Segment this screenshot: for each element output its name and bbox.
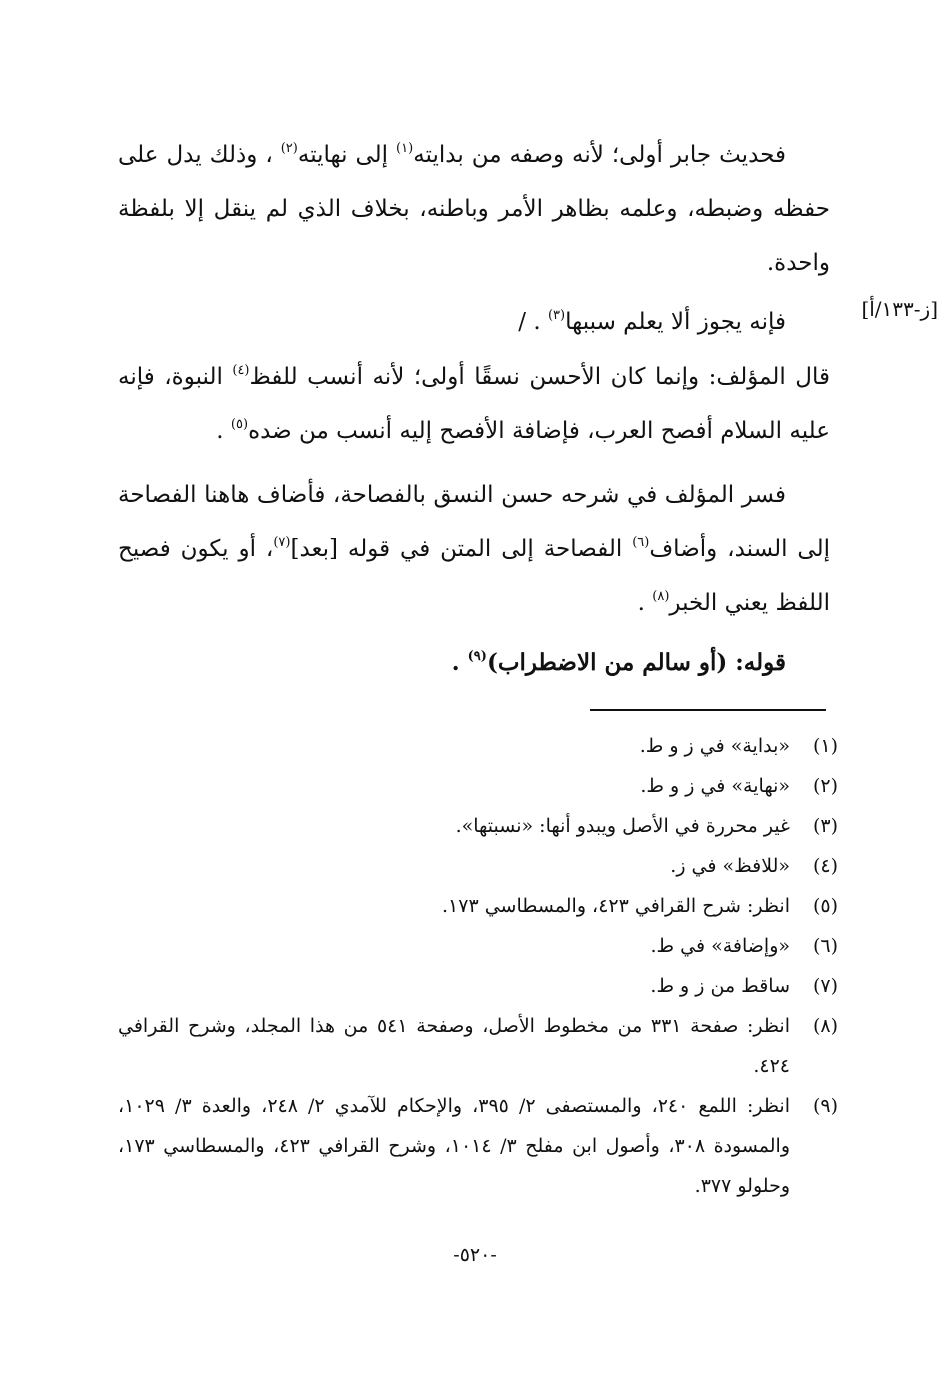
- paragraph-1: [118, 128, 830, 290]
- paragraph-3-text-a: قال المؤلف: وإنما كان الأحسن نسقًا أولى؛ لأنه أنسب للفظ: [249, 364, 830, 390]
- footnote-text: انظر: صفحة ٣٣١ من مخطوط الأصل، وصفحة ٥٤١ من هذا المجلد، وشرح القرافي ٤٢٤.: [118, 1015, 790, 1077]
- footnote-number: (٧): [812, 975, 838, 997]
- footnote-marker-1: (١): [396, 141, 414, 156]
- footnote-marker-8: (٨): [652, 589, 670, 604]
- paragraph-1-text-b: إلى نهايته: [297, 142, 397, 168]
- footnote-item: [118, 846, 838, 886]
- footnote-number: (٩): [812, 1095, 838, 1117]
- footnote-item: [118, 1086, 838, 1206]
- footnote-number: (٦): [812, 935, 838, 957]
- paragraph-3: [118, 350, 830, 458]
- footnote-text: انظر: اللمع ٢٤٠، والمستصفى ٢/ ٣٩٥، والإحكام للآمدي ٢/ ٢٤٨، والعدة ٣/ ١٠٢٩، والمسودة ٣٠٨، وأصول ابن مفلح ٣/ ١٠١٤، وشرح القرافي ٤٢٣، والمسطاسي ١٧٣، وحلولو ٣٧٧.: [118, 1095, 790, 1197]
- footnote-item: [118, 726, 838, 766]
- manuscript-folio-reference: [ز-١٣٣/أ]: [861, 297, 938, 321]
- paragraph-5-heading: [118, 636, 830, 690]
- paragraph-4: [118, 468, 830, 630]
- paragraph-2-text-a: فإنه يجوز ألا يعلم سببها: [565, 309, 786, 335]
- footnote-marker-2: (٢): [280, 141, 298, 156]
- footnote-marker-3: (٣): [547, 308, 566, 323]
- footnote-text: ساقط من ز و ط.: [650, 975, 790, 997]
- footnote-item: [118, 1006, 838, 1086]
- footnote-text: «نهاية» في ز و ط.: [640, 775, 790, 797]
- footnote-number: (١): [812, 735, 838, 757]
- paragraph-2: [118, 295, 830, 349]
- footnote-separator: [590, 709, 826, 711]
- footnote-marker-6: (٦): [632, 535, 650, 550]
- footnote-item: [118, 806, 838, 846]
- paragraph-3-text-c: .: [216, 418, 231, 444]
- paragraph-4-text-b: الفصاحة إلى المتن في قوله [بعد]: [290, 536, 633, 562]
- footnote-item: [118, 926, 838, 966]
- page-number: -٥٢٠-: [453, 1244, 497, 1266]
- paragraph-5-text-a: قوله: (أو سالم من الاضطراب): [486, 649, 786, 676]
- footnote-text: «بداية» في ز و ط.: [639, 735, 790, 757]
- footnote-item: [118, 966, 838, 1006]
- footnote-marker-5: (٥): [230, 417, 249, 432]
- footnote-number: (٢): [812, 775, 838, 797]
- footnote-item: [118, 886, 838, 926]
- paragraph-2-text-b: . /: [518, 309, 548, 335]
- footnote-marker-9: (٩): [467, 649, 487, 664]
- footnote-text: «للافظ» في ز.: [670, 855, 790, 877]
- footnote-marker-4: (٤): [232, 363, 250, 378]
- paragraph-3-text-b: النبوة، فإنه عليه السلام أفصح العرب، فإضافة الأفصح إليه أنسب من ضده: [118, 364, 830, 444]
- paragraph-1-text-a: فحديث جابر أولى؛ لأنه وصفه من بدايته: [413, 142, 786, 168]
- footnote-text: «وإضافة» في ط.: [650, 935, 790, 957]
- paragraph-4-text-c: ، أو يكون فصيح اللفظ يعني الخبر: [118, 536, 830, 616]
- footnote-text: انظر: شرح القرافي ٤٢٣، والمسطاسي ١٧٣.: [441, 895, 790, 917]
- footnote-marker-7: (٧): [273, 535, 291, 550]
- footnotes: [118, 726, 838, 1206]
- footnote-number: (٨): [812, 1015, 838, 1037]
- footnote-item: [118, 766, 838, 806]
- footnote-number: (٤): [812, 855, 838, 877]
- paragraph-4-text-a: فسر المؤلف في شرحه حسن النسق بالفصاحة، فأضاف هاهنا الفصاحة إلى السند، وأضاف: [118, 482, 831, 562]
- footnote-number: (٣): [812, 815, 838, 837]
- paragraph-5-text-b: .: [451, 649, 468, 676]
- footnote-number: (٥): [812, 895, 838, 917]
- paragraph-1-text-c: ، وذلك يدل على حفظه وضبطه، وعلمه بظاهر الأمر وباطنه، بخلاف الذي لم ينقل إلا بلفظة واحدة.: [118, 142, 830, 276]
- paragraph-4-text-d: .: [637, 590, 653, 616]
- footnote-text: غير محررة في الأصل ويبدو أنها: «نسبتها».: [455, 815, 790, 837]
